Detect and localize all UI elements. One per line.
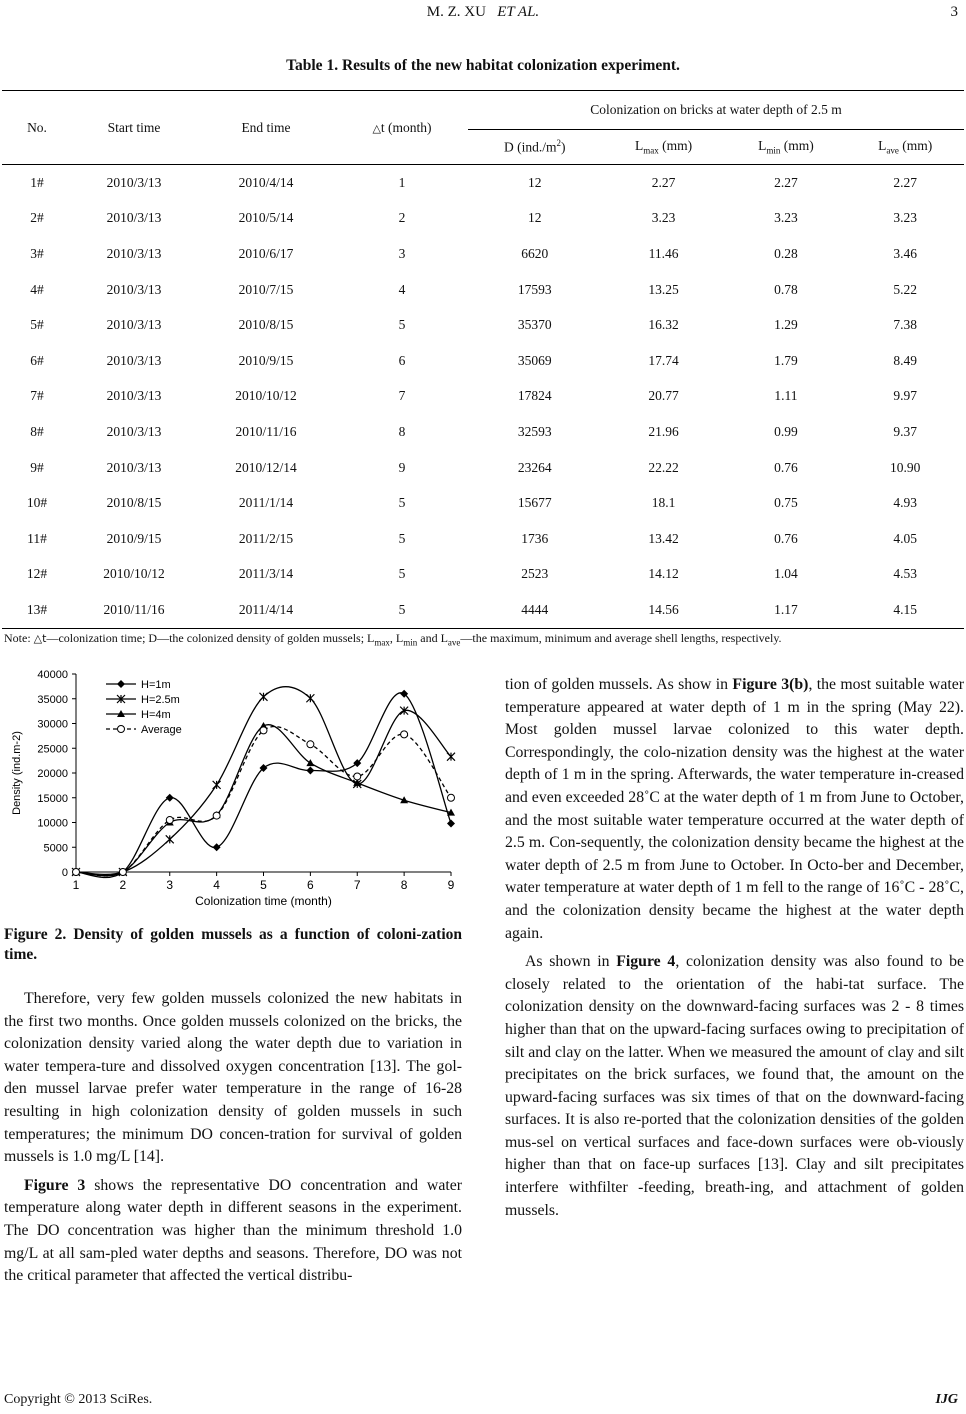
series-line-h-2-5m: [76, 687, 451, 875]
table-cell: 1.17: [726, 592, 847, 628]
table-cell: 17.74: [648, 352, 679, 368]
table-cell: 4.53: [893, 566, 917, 582]
left-column-text: [4, 988, 462, 1288]
table-cell: 5#: [30, 317, 44, 333]
table-cell: 0.99: [774, 423, 798, 439]
data-point: [306, 759, 314, 766]
table-cell: 2010/12/14: [235, 459, 297, 475]
header-etal: ET AL.: [497, 4, 540, 20]
x-tick-label: 9: [447, 878, 455, 892]
table-cell: 0.78: [774, 281, 798, 297]
table-cell: 7#: [30, 388, 44, 404]
x-tick-label: 5: [260, 878, 267, 892]
y-tick-label: 25000: [37, 743, 68, 756]
table-cell: 1#: [30, 174, 44, 190]
table-cell: 2010/3/13: [106, 245, 162, 261]
table-cell: 2010/8/15: [106, 495, 162, 511]
table-cell: 9.37: [893, 423, 917, 439]
table-caption: Table 1. Results of the new habitat colonization experiment.: [286, 57, 680, 74]
table-cell: 13.42: [648, 530, 679, 546]
table-cell: 4#: [30, 281, 44, 297]
table-cell: 13#: [2, 592, 72, 628]
table-cell: 2.27: [774, 174, 798, 190]
table-cell: 2010/5/14: [238, 210, 294, 226]
table-cell: 17593: [517, 281, 552, 297]
table-cell: 2010/3/13: [106, 459, 162, 475]
table-cell: 21.96: [648, 423, 679, 439]
table-row: [2, 379, 964, 415]
table-cell: 10#: [26, 495, 48, 511]
table-cell: 0.28: [774, 245, 798, 261]
table-cell: 2010/7/15: [238, 281, 294, 297]
table-row: [2, 450, 964, 486]
data-point: [354, 773, 361, 780]
table-cell: 2010/9/15: [106, 530, 162, 546]
table-cell: 9#: [30, 459, 44, 475]
data-point: [447, 753, 455, 761]
table-cell: 2: [398, 210, 406, 226]
table-cell: 4.93: [893, 495, 917, 511]
footer-journal: IJG: [935, 1392, 958, 1407]
col-header-end: End time: [196, 91, 336, 165]
data-point: [73, 869, 80, 876]
table-cell: 9: [398, 459, 406, 475]
table-cell: 3.46: [893, 245, 917, 261]
x-tick-label: 1: [72, 878, 80, 892]
table-cell: 12: [528, 210, 542, 226]
col-header-lave: $L_{ave}$ (mm): [846, 130, 964, 165]
table-cell: 0.76: [774, 530, 798, 546]
right-paragraph-1: tion of golden mussels. As show in Figure 3(b), the most suitable water temperature appeared at water depth of 1 m in the spring (May 22). Most golden mussel larvae colonized to this water depth. Correspondingly, the colo-nization density was the highest at the water depth of 1 m in the spring. Afterwards, the water temperature in-creased and even exceeded 28˚C at the water depth of 1 m from June to October, and the most suitable water temperature occurred at the water depth of 2.5 m. Con-sequently, the colonization density became the highest at the water depth of 2.5 m from June to October. In Octo-ber and December, water temperature at water depth of 1 m fell to the range of 16˚C - 28˚C, and the colonization density became the highest at the water depth again.: [505, 676, 964, 942]
left-paragraph-1: Therefore, very few golden mussels colonized the new habitats in the first two months. Once golden mussels colonized on the bricks, the colonization density varied along the water depth due to variation in water tempera-ture and dissolved oxygen concentration [13]. The gol-den mussel larvae prefer water temperature in the range of 16-28 resulting in high colonization density of golden mussels in such temperatures; the minimum DO concen-tration for survival of golden mussels is 1.0 mg/L [14].: [4, 990, 462, 1166]
table-cell: 2010/3/13: [106, 423, 162, 439]
table-cell: 6: [398, 352, 406, 368]
table-cell: 1: [398, 174, 406, 190]
table-cell: 4.05: [893, 530, 917, 546]
table-cell: 10.90: [890, 459, 921, 475]
table-cell: 8#: [30, 423, 44, 439]
y-tick-label: 35000: [37, 693, 68, 706]
table-cell: 2010/9/15: [238, 352, 294, 368]
results-table: [2, 90, 964, 629]
series-line-h-4m: [76, 725, 451, 876]
data-point: [260, 693, 268, 701]
legend-entry: H=2.5m: [141, 694, 180, 706]
y-tick-label: 5000: [43, 842, 68, 855]
table-row: [2, 307, 964, 343]
table-cell: 2010/11/16: [235, 423, 297, 439]
table-cell: 5: [398, 566, 406, 582]
running-header: [0, 4, 966, 21]
table-cell: 2.27: [651, 174, 676, 190]
data-point: [213, 812, 220, 819]
col-header-group: Colonization on bricks at water depth of 2.5 m: [468, 91, 964, 130]
table-cell: 1.79: [774, 352, 798, 368]
col-header-no: No.: [2, 91, 72, 165]
header-author: M. Z. XU: [426, 4, 486, 20]
table-cell: 2011/3/14: [238, 566, 294, 582]
table-cell: 20.77: [648, 388, 679, 404]
data-point: [166, 835, 174, 843]
table-cell: 2010/6/17: [238, 245, 294, 261]
table-cell: 1.29: [774, 317, 798, 333]
legend-entry: Average: [141, 724, 182, 736]
data-point: [213, 843, 221, 851]
table-row: [2, 201, 964, 237]
table-cell: 3.23: [774, 210, 798, 226]
table-cell: 4444: [468, 592, 602, 628]
table-cell: 16.32: [648, 317, 679, 333]
table-cell: 3.23: [893, 210, 917, 226]
y-tick-label: 10000: [37, 817, 68, 830]
table-row: [2, 557, 964, 593]
table-cell: 5: [398, 530, 406, 546]
table-cell: 5: [398, 317, 406, 333]
data-point: [166, 794, 174, 802]
y-tick-label: 0: [61, 867, 68, 879]
col-header-start: Start time: [72, 91, 196, 165]
table-cell: 0.75: [774, 495, 798, 511]
table-cell: 5: [336, 592, 468, 628]
legend-entry: H=1m: [141, 679, 171, 691]
footer-copyright: Copyright © 2013 SciRes.: [4, 1392, 153, 1407]
table-cell: 2010/4/14: [238, 174, 294, 190]
table-cell: 13.25: [648, 281, 679, 297]
col-header-lmax: $L_{max}$ (mm): [602, 130, 726, 165]
right-column-text: [505, 674, 964, 1222]
data-point: [401, 731, 408, 738]
data-point: [213, 781, 221, 789]
table-cell: 6#: [30, 352, 44, 368]
table-row: [2, 485, 964, 521]
table-cell: 14.12: [648, 566, 679, 582]
data-point: [260, 727, 267, 734]
table-cell: 12: [528, 174, 542, 190]
x-tick-label: 4: [213, 878, 220, 892]
table-cell: 7.38: [893, 317, 917, 333]
data-point: [307, 741, 314, 748]
y-tick-label: 40000: [37, 669, 68, 681]
table-cell: 11#: [27, 530, 47, 546]
table-cell: 5.22: [893, 281, 917, 297]
data-point: [448, 794, 455, 801]
table-cell: 1.04: [774, 566, 798, 582]
table-cell: 4.15: [846, 592, 964, 628]
legend-entry: H=4m: [141, 709, 171, 721]
density-line-chart: [6, 662, 466, 912]
table-cell: 17824: [517, 388, 552, 404]
table-cell: 35069: [517, 352, 552, 368]
table-cell: 35370: [517, 317, 552, 333]
figure-caption: Figure 2. Density of golden mussels as a function of coloni-zation time.: [4, 926, 462, 963]
table-cell: 1736: [521, 530, 549, 546]
table-cell: 23264: [517, 459, 552, 475]
table-cell: 2010/3/13: [106, 352, 162, 368]
table-cell: 5: [398, 495, 406, 511]
right-paragraph-2: As shown in Figure 4, colonization density was also found to be closely related to the orientation of the habi-tat surface. The colonization density on the downward-facing surfaces was 2 - 8 times higher than that on the upward-facing surfaces owing to precipitation of silt and clay on the latter. When we measured the amount of clay and silt precipitates on the brick surfaces, we found that, the amount on the upward-facing surfaces was six times of that on the downward-facing surfaces. It is also re-ported that the colonization densities of the golden mus-sel on vertical surfaces and face-down surfaces were ob-viously higher than that on face-up surfaces [13]. Clay and silt precipitates interfere withfilter -feeding, breath-ing, and attachment of golden mussels.: [505, 953, 965, 1219]
y-tick-label: 20000: [37, 768, 68, 780]
table-row: [2, 343, 964, 379]
table-cell: 2010/3/13: [106, 281, 162, 297]
y-tick-label: 30000: [37, 718, 68, 731]
table-cell: 9.97: [893, 388, 917, 404]
table-row: [2, 272, 964, 308]
table-note: Note: △t—colonization time; D—the colonized density of golden mussels; $L_{max}$, $L_{min}$ and $L_{ave}—the$ maximum, minimum and average shell lengths, respectively.: [4, 631, 782, 648]
table-cell: 32593: [517, 423, 552, 439]
table-cell: 8: [398, 423, 406, 439]
table-cell: 1.11: [774, 388, 798, 404]
table-cell: 18.1: [651, 495, 676, 511]
table-cell: 2010/3/13: [106, 210, 162, 226]
x-tick-label: 8: [400, 878, 408, 892]
table-cell: 2010/10/12: [103, 566, 165, 582]
table-cell: 12#: [26, 566, 48, 582]
table-cell: 2010/8/15: [238, 317, 294, 333]
page-number: 3: [950, 4, 958, 20]
y-tick-label: 15000: [37, 792, 68, 805]
table-cell: 4: [398, 281, 406, 297]
col-header-density: D $(ind./m^2)$: [468, 130, 602, 165]
table-cell: 2#: [30, 210, 44, 226]
data-point: [166, 817, 173, 824]
table-row: [2, 521, 964, 557]
table-cell: 6620: [521, 245, 549, 261]
table-cell: 2011/1/14: [238, 495, 294, 511]
legend-marker: [118, 726, 125, 733]
table-cell: 2523: [521, 566, 549, 582]
table-cell: 3.23: [651, 210, 676, 226]
y-axis-label: Density (ind.m-2): [11, 731, 23, 815]
x-tick-label: 7: [353, 878, 361, 892]
table-row: [2, 165, 964, 201]
data-point: [306, 694, 314, 702]
col-header-dt: △t (month): [336, 91, 468, 165]
legend-marker: [117, 680, 125, 688]
table-row: [2, 236, 964, 272]
table-cell: 2011/4/14: [196, 592, 336, 628]
table-cell: 3: [398, 245, 406, 261]
table-cell: 15677: [517, 495, 552, 511]
table-cell: 2010/10/12: [235, 388, 297, 404]
table-row: [2, 414, 964, 450]
table-cell: 2010/11/16: [72, 592, 196, 628]
table-cell: 14.56: [602, 592, 726, 628]
data-point: [119, 869, 126, 876]
table-cell: 8.49: [893, 352, 917, 368]
x-tick-label: 6: [307, 878, 314, 892]
table-cell: 2010/3/13: [106, 317, 162, 333]
data-point: [447, 819, 455, 827]
table-row: [2, 592, 964, 628]
table-cell: 11.46: [648, 245, 679, 261]
left-paragraph-2: Figure 3 shows the representative DO concentration and water temperature along water depth in different seasons in the experiment. The DO concentration was higher than the minimum threshold 1.0 mg/L at all sam-pled water depths and seasons. Therefore, DO was not the critical parameter that affected the vertical distribu-: [4, 1176, 462, 1285]
table-cell: 22.22: [648, 459, 679, 475]
table-cell: 2.27: [893, 174, 917, 190]
table-cell: 0.76: [774, 459, 798, 475]
table-cell: 2010/3/13: [106, 174, 162, 190]
data-point: [306, 767, 314, 775]
table-cell: 3#: [30, 245, 44, 261]
table-cell: 2010/3/13: [106, 388, 162, 404]
table-cell: 2011/2/15: [238, 530, 294, 546]
x-tick-label: 3: [166, 878, 174, 892]
x-axis-label: Colonization time (month): [195, 894, 332, 908]
series-line-average: [76, 726, 451, 875]
table-cell: 7: [398, 388, 406, 404]
col-header-lmin: $L_{min}$ (mm): [726, 130, 847, 165]
x-tick-label: 2: [119, 878, 127, 892]
